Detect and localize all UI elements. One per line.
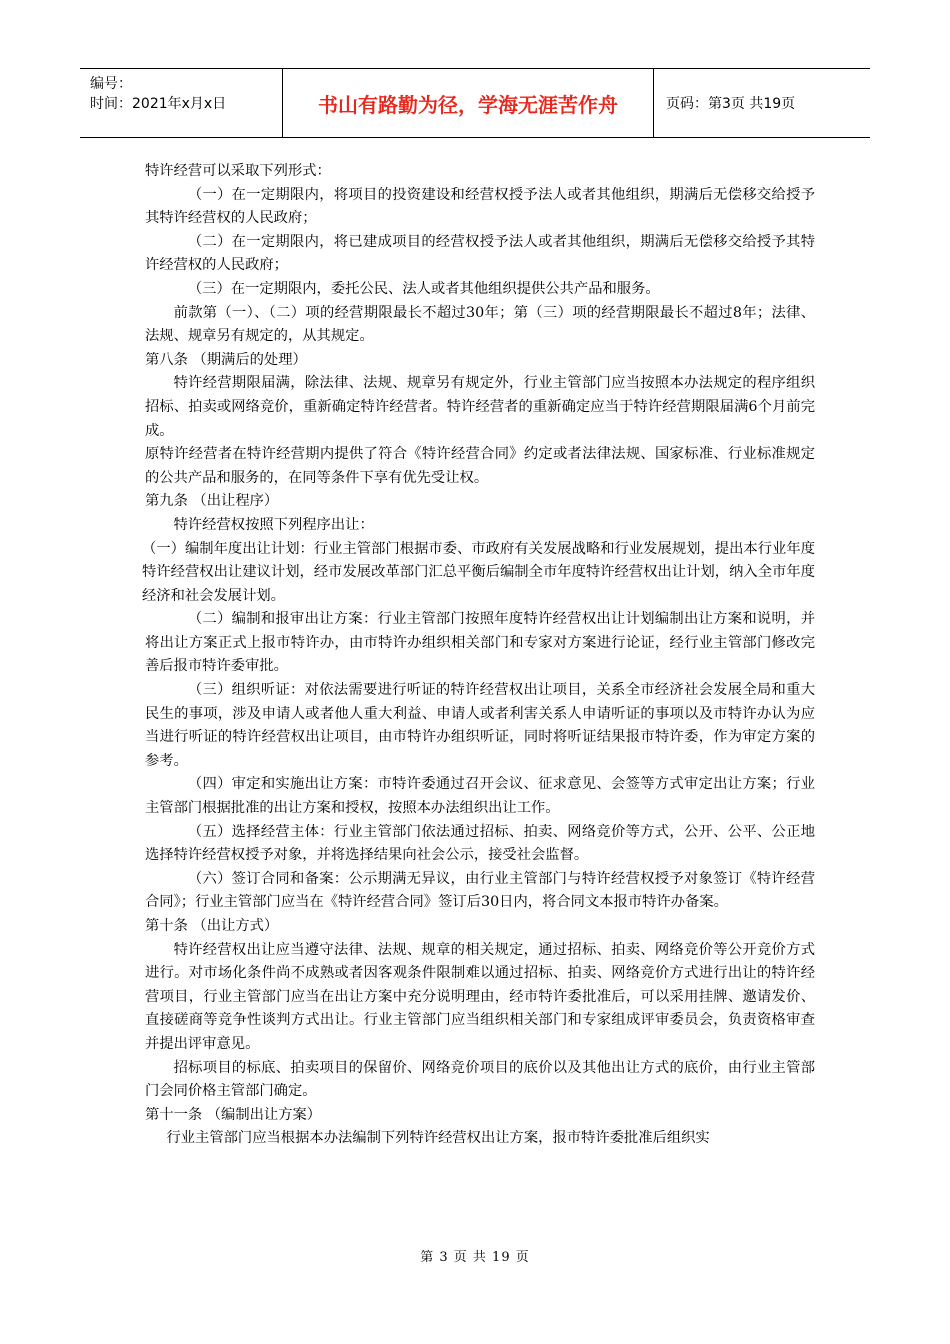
- paragraph: （五）选择经营主体：行业主管部门依法通过招标、拍卖、网络竞价等方式，公开、公平、公正地选择特许经营权授予对象，并将选择结果向社会公示，接受社会监督。: [145, 823, 815, 864]
- document-number: 编号：: [90, 76, 132, 92]
- document-body: [142, 160, 815, 1151]
- paragraph: 前款第（一）、（二）项的经营期限最长不超过30年；第（三）项的经营期限最长不超过8年；法律、法规、规章另有规定的，从其规定。: [145, 304, 815, 345]
- paragraph: 特许经营权出让应当遵守法律、法规、规章的相关规定，通过招标、拍卖、网络竞价等公开竞价方式进行。对市场化条件尚不成熟或者因客观条件限制难以通过招标、拍卖、网络竞价方式进行出让的特许经营项目，行业主管部门应当在出让方案中充分说明理由，经市特许委批准后，可以采用挂牌、邀请发价、直接磋商等竞争性谈判方式出让。行业主管部门应当组织相关部门和专家组成评审委员会，负责资格审查并提出评审意见。: [145, 941, 815, 1052]
- paragraph: 原特许经营者在特许经营期内提供了符合《特许经营合同》约定或者法律法规、国家标准、行业标准规定的公共产品和服务的，在同等条件下享有优先受让权。: [145, 446, 815, 486]
- page-header: [80, 68, 870, 138]
- paragraph: 招标项目的标底、拍卖项目的保留价、网络竞价项目的底价以及其他出让方式的底价，由行业主管部门会同价格主管部门确定。: [145, 1059, 815, 1100]
- paragraph: 特许经营权按照下列程序出让：: [173, 516, 374, 533]
- paragraph: （一）编制年度出让计划：行业主管部门根据市委、市政府有关发展战略和行业发展规划，提出本行业年度特许经营权出让建议计划，经市发展改革部门汇总平衡后编制全市年度特许经营权出让计划，纳入全市年度经济和社会发展计划。: [142, 540, 815, 604]
- page-footer: 第 3 页 共 19 页: [420, 1250, 530, 1265]
- paragraph: （四）审定和实施出让方案：市特许委通过召开会议、征求意见、会签等方式审定出让方案；行业主管部门根据批准的出让方案和授权，按照本办法组织出让工作。: [145, 776, 815, 817]
- paragraph: 特许经营期限届满，除法律、法规、规章另有规定外，行业主管部门应当按照本办法规定的程序组织招标、拍卖或网络竞价，重新确定特许经营者。特许经营者的重新确定应当于特许经营期限届满6个月前完成。: [145, 375, 815, 439]
- header-page-label: 页码：第3页 共19页: [666, 96, 796, 112]
- paragraph: （六）签订合同和备案：公示期满无异议，由行业主管部门与特许经营权授予对象签订《特许经营合同》；行业主管部门应当在《特许经营合同》签订后30日内，将合同文本报市特许办备案。: [145, 870, 815, 911]
- article-heading: 第十条 （出让方式）: [145, 918, 279, 934]
- paragraph: （一）在一定期限内，将项目的投资建设和经营权授予法人或者其他组织，期满后无偿移交给授予其特许经营权的人民政府；: [145, 186, 815, 227]
- paragraph: （三）组织听证：对依法需要进行听证的特许经营权出让项目，关系全市经济社会发展全局和重大民生的事项，涉及申请人或者他人重大利益、申请人或者利害关系人申请听证的事项以及市特许办认为应当进行听证的特许经营权出让项目，由市特许办组织听证，同时将听证结果报市特许委，作为审定方案的参考。: [145, 682, 815, 769]
- paragraph: （三）在一定期限内，委托公民、法人或者其他组织提供公共产品和服务。: [187, 280, 660, 297]
- header-meta: [80, 69, 283, 137]
- paragraph: （二）编制和报审出让方案：行业主管部门按照年度特许经营权出让计划编制出让方案和说明，并将出让方案正式上报市特许办，由市特许办组织相关部门和专家对方案进行论证，经行业主管部门修改完善后报市特许委审批。: [145, 611, 815, 675]
- article-heading: 第十一条 （编制出让方案）: [145, 1106, 322, 1123]
- article-heading: 第九条 （出让程序）: [145, 493, 279, 510]
- article-heading: 第八条 （期满后的处理）: [145, 351, 307, 368]
- paragraph: （二）在一定期限内，将已建成项目的经营权授予法人或者其他组织，期满后无偿移交给授予其特许经营权的人民政府；: [145, 233, 815, 274]
- paragraph: 特许经营可以采取下列形式：: [145, 163, 331, 179]
- document-date: 时间：2021年x月x日: [90, 96, 227, 112]
- header-motto: 书山有路勤为径，学海无涯苦作舟: [283, 69, 654, 137]
- paragraph: 行业主管部门应当根据本办法编制下列特许经营权出让方案，报市特许委批准后组织实: [166, 1130, 710, 1147]
